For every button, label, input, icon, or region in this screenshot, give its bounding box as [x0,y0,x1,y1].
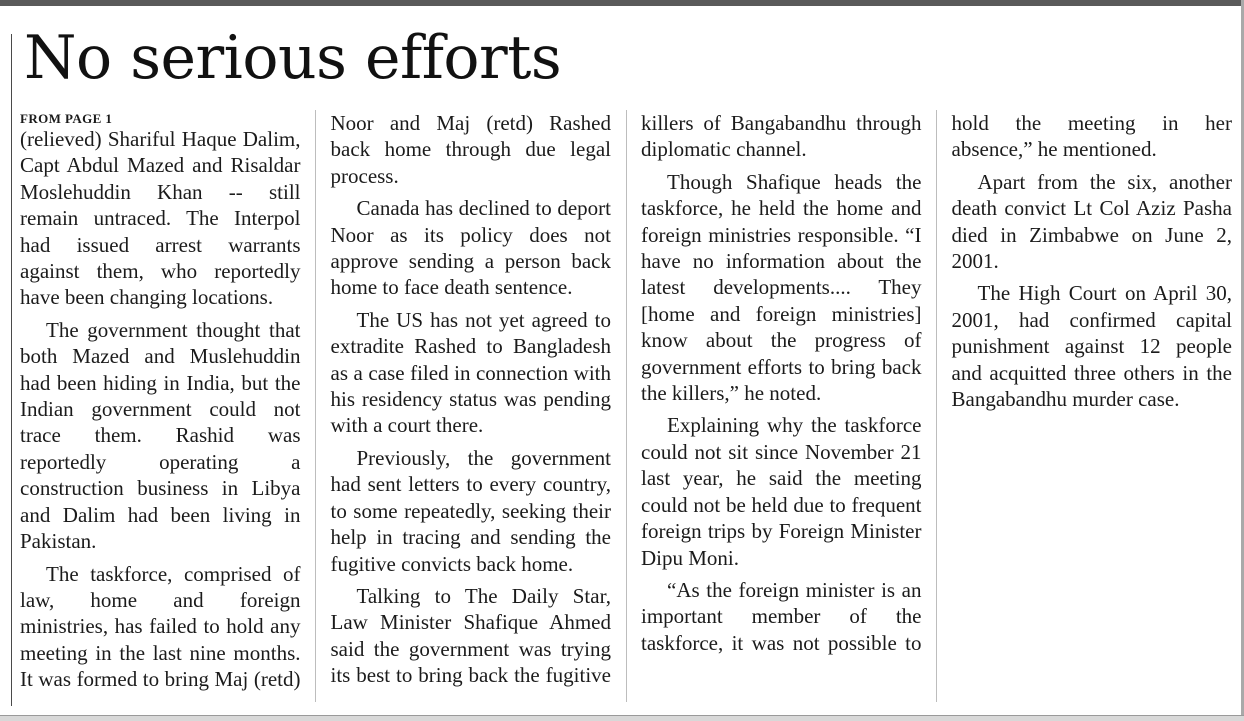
top-border [0,0,1244,6]
paragraph: Though Shafique heads the taskforce, he held the home and foreign ministries responsible. “I have no information about the latest developments.... They [home and foreign ministries] know about the progress of government efforts to bring back the killers,” he noted. [641,169,922,406]
paragraph: Talking to The Daily Star, Law Minister Shafique Ahmed said the government was trying its best to bring back the fugitive killers of Bangabandhu through diplomatic channel. [330,111,922,688]
paragraph: The government thought that both Mazed and Muslehuddin had been hiding in India, but the Indian government could not trace them. Rashid was reportedly operating a construction business in Libya and Dalim had been living in Pakistan. [20,317,301,554]
paragraph: The taskforce, comprised of law, home and foreign ministries, has failed to hold any meeting in the last nine months. It was formed to bring Maj (retd) Noor and Maj (retd) Rashed back home through due legal process. [20,111,611,692]
paragraph: Apart from the six, another death convict Lt Col Aziz Pasha died in Zimbabwe on June 2, 2001. [951,169,1232,274]
left-column-rule [11,34,12,706]
paragraph: Explaining why the taskforce could not sit since November 21 last year, he said the meeting could not be held due to frequent foreign trips by Foreign Minister Dipu Moni. [641,413,922,570]
paragraph: The High Court on April 30, 2001, had confirmed capital punishment against 12 people and acquitted three others in the Bangabandhu murder case. [951,281,1232,412]
article-body [20,110,1232,702]
paragraph: The US has not yet agreed to extradite Rashed to Bangladesh as a case filed in connection with his residency status was pending with a court there. [330,307,611,438]
paragraph: Canada has declined to deport Noor as its policy does not approve sending a person back home to face death sentence. [330,196,611,300]
paragraph: “As the foreign minister is an important member of the taskforce, it was not possible to hold the meeting in her absence,” he mentioned. [641,111,1232,655]
kicker-label: FROM PAGE 1 [20,111,113,126]
paragraph: (relieved) Shariful Haque Dalim, Capt Abdul Mazed and Risaldar Moslehuddin Khan -- still remain untraced. The Interpol had issued arrest warrants against them, who reportedly have been changing locations. [20,127,301,310]
headline: No serious efforts [24,23,562,93]
paragraph: Previously, the government had sent letters to every country, to some repeatedly, seeking their help in tracing and sending the fugitive convicts back home. [330,445,611,576]
bottom-border [0,715,1244,721]
